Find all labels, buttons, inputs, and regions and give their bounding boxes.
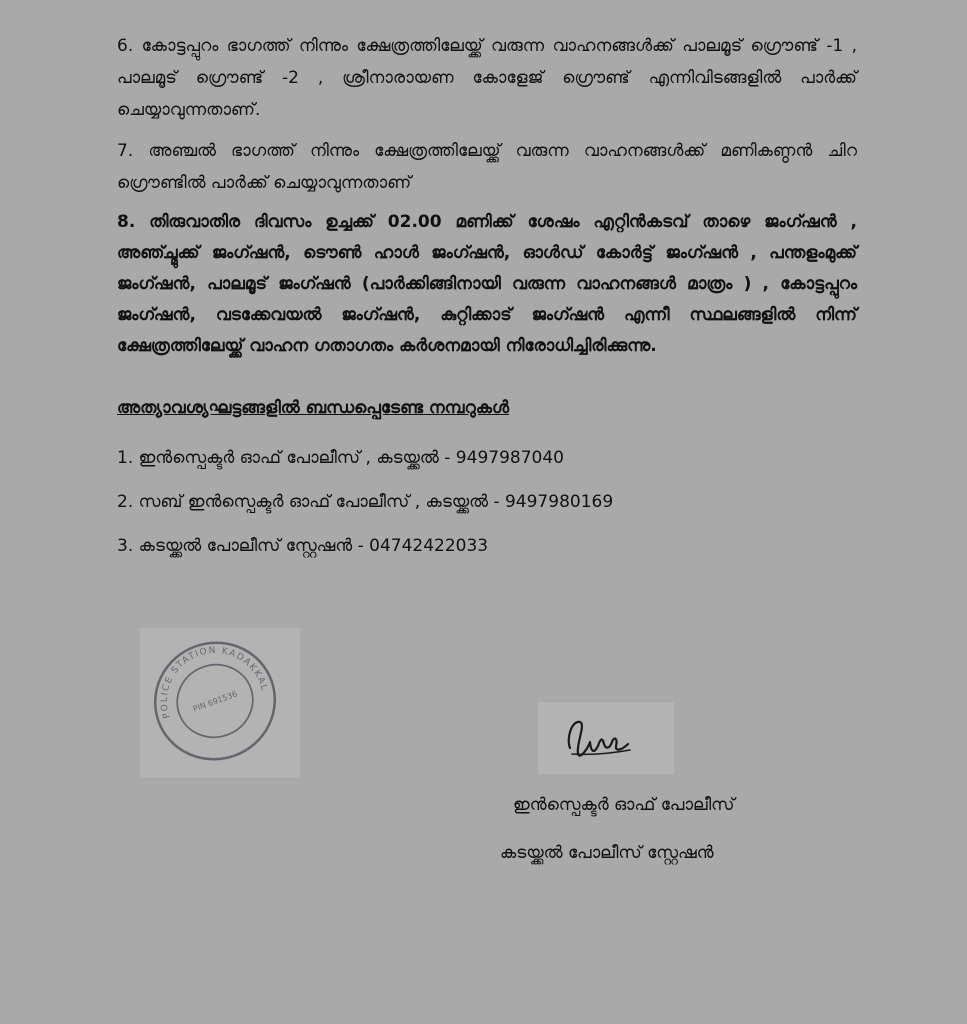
contact-item: 1. ഇൻസ്പെക്ടർ ഓഫ് പോലീസ് , കടയ്ക്കൽ - 9497987040 <box>117 448 564 468</box>
contact-item: 2. സബ് ഇൻസ്പെക്ടർ ഓഫ് പോലീസ് , കടയ്ക്കൽ - 9497980169 <box>117 492 614 512</box>
paragraph-6: 6. കോട്ടപ്പുറം ഭാഗത്ത് നിന്നും ക്ഷേത്രത്തിലേയ്ക്ക് വരുന്ന വാഹനങ്ങൾക്ക് പാലമൂട് ഗ്രൌണ്ട് -1 , പാലമൂട് ഗ്രൌണ്ട് -2 , ശ്രീനാരായണ കോളേജ് ഗ്രൌണ്ട് എന്നിവിടങ്ങളിൽ പാർക്ക് ചെയ്യാവുന്നതാണ്. <box>117 36 857 120</box>
stamp-center-text: PIN 691536 <box>191 689 239 714</box>
emergency-heading: അത്യാവശ്യഘട്ടങ്ങളിൽ ബന്ധപ്പെടേണ്ട നമ്പറുകൾ <box>117 398 510 418</box>
police-seal-stamp <box>150 636 280 766</box>
svg-text:POLICE STATION KADAKKAL <box>150 636 270 727</box>
signatory-designation: ഇൻസ്പെക്ടർ ഓഫ് പോലീസ് <box>513 795 735 815</box>
signature-area <box>538 702 674 774</box>
contact-item: 3. കടയ്ക്കൽ പോലീസ് സ്റ്റേഷൻ - 04742422033 <box>117 536 489 556</box>
stamp-area <box>140 628 300 778</box>
stamp-ring-text: POLICE STATION KADAKKAL <box>159 645 269 720</box>
paragraph-8: 8. തിരുവാതിര ദിവസം ഉച്ചക്ക് 02.00 മണിക്ക് ശേഷം എറ്റിൻകടവ് താഴെ ജംഗ്ഷൻ , അഞ്ച്മുക്ക് ജംഗ്ഷൻ, ടൌൺ ഹാൾ ജംഗ്ഷൻ, ഓൾഡ് കോർട്ട് ജംഗ്ഷൻ , പന്തളംമുക്ക് ജംഗ്ഷൻ, പാലമൂട് ജംഗ്ഷൻ (പാർക്കിങ്ങിനായി വരുന്ന വാഹനങ്ങൾ മാത്രം ) , കോട്ടപ്പുറം ജംഗ്ഷൻ, വടക്കേവയൽ ജംഗ്ഷൻ, കുറ്റിക്കാട് ജംഗ്ഷൻ എന്നീ സ്ഥലങ്ങളിൽ നിന്ന് ക്ഷേത്രത്തിലേയ്ക്ക് വാഹന ഗതാഗതം കർശനമായി നിരോധിച്ചിരിക്കുന്നു. <box>117 212 857 356</box>
paragraph-7: 7. അഞ്ചൽ ഭാഗത്ത് നിന്നും ക്ഷേത്രത്തിലേയ്ക്ക് വരുന്ന വാഹനങ്ങൾക്ക് മണികണ്ഠൻ ചിറ ഗ്രൌണ്ടിൽ പാർക്ക് ചെയ്യാവുന്നതാണ് <box>117 141 857 193</box>
handwritten-signature <box>558 708 648 766</box>
signatory-station: കടയ്ക്കൽ പോലീസ് സ്റ്റേഷൻ <box>500 843 714 863</box>
